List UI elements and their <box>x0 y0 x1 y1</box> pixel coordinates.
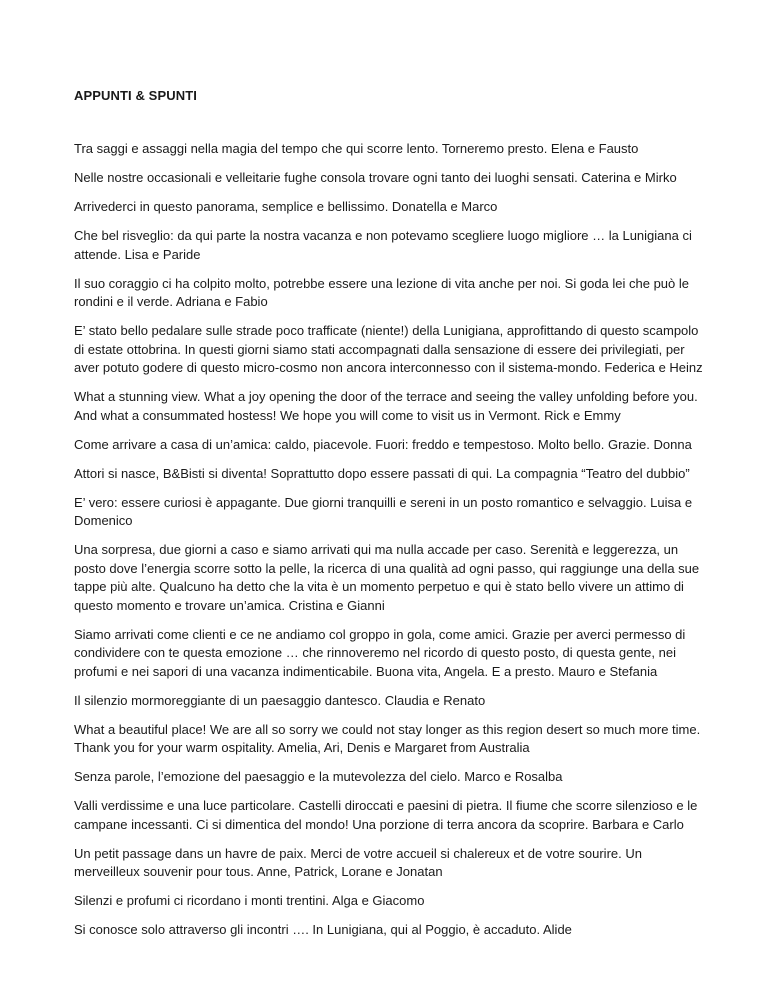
guestbook-entry: E’ vero: essere curiosi è appagante. Due giorni tranquilli e sereni in un posto romantico e selvaggio. Luisa e Domenico <box>74 494 693 528</box>
guestbook-entry: Come arrivare a casa di un’amica: caldo, piacevole. Fuori: freddo e tempestoso. Molto bello. Grazie. Donna <box>74 436 692 452</box>
guestbook-entry: What a beautiful place! We are all so sorry we could not stay longer as this region desert so much more time. Thank you for your warm ospitality. Amelia, Ari, Denis e Margaret from Australia <box>74 721 701 755</box>
guestbook-entry: E’ stato bello pedalare sulle strade poco trafficate (niente!) della Lunigiana, approfittando di questo scampolo di estate ottobrina. In questi giorni siamo stati accompagnati dalla sensazione di essere dei privilegiati, per aver potuto godere di questo micro-cosmo non ancora interconnesso con il sistema-mondo. Federica e Heinz <box>74 323 703 375</box>
guestbook-entry: Arrivederci in questo panorama, semplice e bellissimo. Donatella e Marco <box>74 199 498 214</box>
guestbook-entry: Un petit passage dans un havre de paix. Merci de votre accueil si chalereux et de votre sourire. Un merveilleux souvenir pour tous. Anne, Patrick, Lorane e Jonatan <box>74 845 642 879</box>
document-title: APPUNTI & SPUNTI <box>74 88 197 103</box>
guestbook-entry: Tra saggi e assaggi nella magia del tempo che qui scorre lento. Torneremo presto. Elena e Fausto <box>74 141 639 156</box>
guestbook-entry: Si conosce solo attraverso gli incontri …. In Lunigiana, qui al Poggio, è accaduto. Alide <box>74 922 572 937</box>
guestbook-entry: Il suo coraggio ci ha colpito molto, potrebbe essere una lezione di vita anche per noi. Si goda lei che può le rondini e il verde. Adriana e Fabio <box>74 275 689 309</box>
guestbook-entry: Il silenzio mormoreggiante di un paesaggio dantesco. Claudia e Renato <box>74 692 486 708</box>
guestbook-entry: Siamo arrivati come clienti e ce ne andiamo col groppo in gola, come amici. Grazie per averci permesso di condividere con te questa emozione … che rinnoveremo nel ricordo di questo posto, di questa gente, nei profumi e nei sapori di una vacanza indimenticabile. Buona vita, Angela. E a presto. Mauro e Stefania <box>74 626 686 679</box>
guestbook-entry: Una sorpresa, due giorni a caso e siamo arrivati qui ma nulla accade per caso. Serenità e leggerezza, un posto dove l’energia scorre sotto la pelle, la ricerca di una qualità ad ogni passo, qui raggiunge una della sue tappe più alte. Qualcuno ha detto che la vita è un momento perpetuo e qui è stato bello vivere un attimo di questo momento e trovare un’amica. Cristina e Gianni <box>74 542 700 613</box>
guestbook-entries <box>74 140 704 950</box>
guestbook-entry: Nelle nostre occasionali e velleitarie fughe consola trovare ogni tanto dei luoghi sensati. Caterina e Mirko <box>74 170 677 185</box>
guestbook-entry: Valli verdissime e una luce particolare. Castelli diroccati e paesini di pietra. Il fiume che scorre silenzioso e le campane incessanti. Ci si dimentica del mondo! Una porzione di terra ancora da scoprire. Barbara e Carlo <box>74 798 698 832</box>
guestbook-entry: What a stunning view. What a joy opening the door of the terrace and seeing the valley unfolding before you. And what a consummated hostess! We hope you will come to visit us in Vermont. Rick e Emmy <box>74 389 698 423</box>
guestbook-entry: Silenzi e profumi ci ricordano i monti trentini. Alga e Giacomo <box>74 893 425 908</box>
guestbook-entry: Che bel risveglio: da qui parte la nostra vacanza e non potevamo scegliere luogo migliore … la Lunigiana ci attende. Lisa e Paride <box>74 228 692 262</box>
guestbook-entry: Attori si nasce, B&Bisti si diventa! Soprattutto dopo essere passati di qui. La compagnia “Teatro del dubbio” <box>74 465 690 481</box>
guestbook-entry: Senza parole, l’emozione del paesaggio e la mutevolezza del cielo. Marco e Rosalba <box>74 769 563 784</box>
